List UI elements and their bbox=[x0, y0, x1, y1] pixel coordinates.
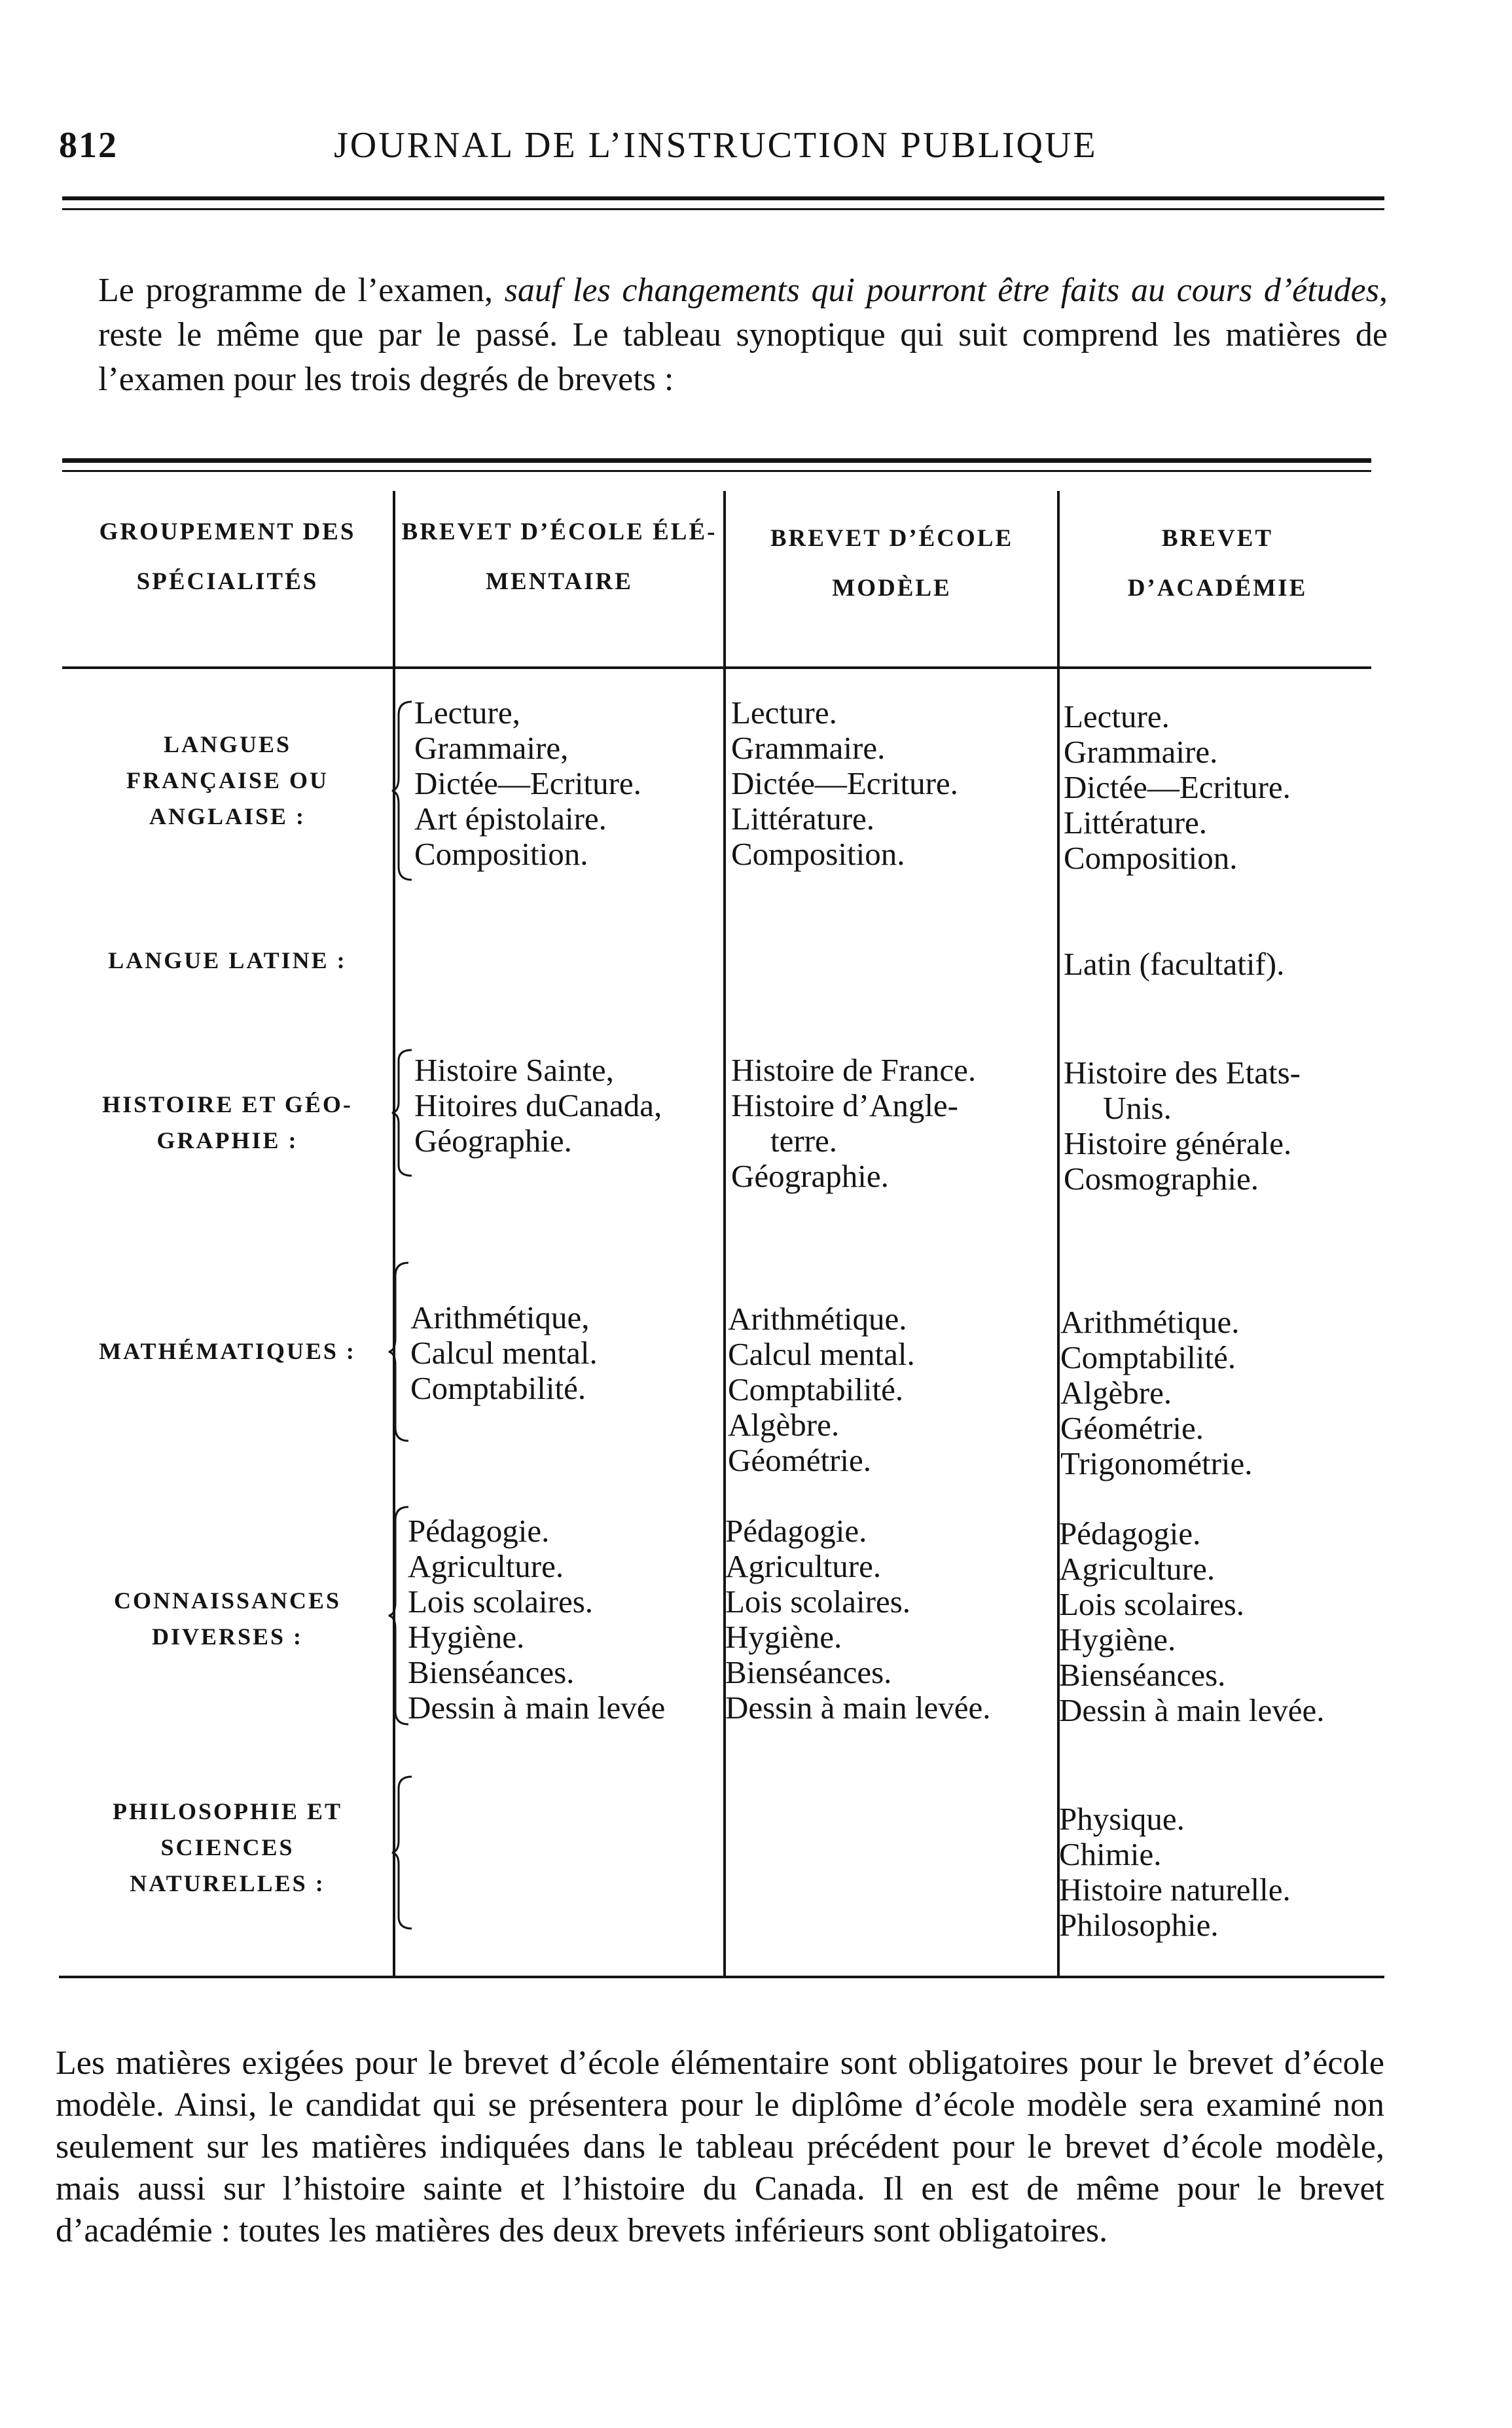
journal-title: JOURNAL DE L’INSTRUCTION PUBLIQUE bbox=[334, 125, 1098, 166]
header-groupement: GROUPEMENT DES SPÉCIALITÉS bbox=[99, 518, 356, 595]
header-brevet-modele: BREVET D’ÉCOLE MODÈLE bbox=[770, 525, 1014, 602]
intro-text-2: , reste le même que par le passé. Le tableau synoptique qui suit comprend les matières de l’examen pour les trois degrés de brevets : bbox=[98, 272, 1388, 398]
brace-philosophie bbox=[389, 1774, 416, 1931]
cell-math-elementaire: Arithmétique, Calcul mental. Comptabilité. bbox=[410, 1299, 598, 1406]
group-mathematiques: MATHÉMATIQUES : bbox=[99, 1338, 356, 1364]
header-brevet-elementaire: BREVET D’ÉCOLE ÉLÉ- MENTAIRE bbox=[401, 518, 717, 595]
column-divider-3 bbox=[1057, 491, 1060, 1977]
brace-histoire bbox=[389, 1047, 416, 1178]
cell-connaissances-modele: Pédagogie. Agriculture. Lois scolaires. Hygiène. Bienséances. Dessin à main levée. bbox=[725, 1513, 991, 1726]
header-rule-thick bbox=[62, 196, 1384, 200]
group-histoire-geographie: HISTOIRE ET GÉO- GRAPHIE : bbox=[102, 1091, 353, 1153]
group-philosophie-sciences: PHILOSOPHIE ET SCIENCES NATURELLES : bbox=[112, 1798, 343, 1896]
table-top-rule-thin bbox=[62, 470, 1371, 472]
intro-text-1: Le programme de l’examen, bbox=[98, 272, 505, 309]
cell-philosophie-academie: Physique. Chimie. Histoire naturelle. Philosophie. bbox=[1059, 1801, 1291, 1943]
cell-langues-elementaire: Lecture, Grammaire, Dictée—Ecriture. Art épistolaire. Composition. bbox=[414, 695, 641, 872]
table-top-rule-thick bbox=[62, 458, 1371, 463]
brace-mathematiques bbox=[386, 1260, 412, 1443]
intro-italic: sauf les changements qui pourront être faits au cours d’études bbox=[504, 272, 1379, 309]
column-divider-2 bbox=[723, 491, 726, 1977]
cell-math-modele: Arithmétique. Calcul mental. Comptabilité. Algèbre. Géométrie. bbox=[728, 1301, 915, 1478]
cell-connaissances-elementaire: Pédagogie. Agriculture. Lois scolaires. Hygiène. Bienséances. Dessin à main levée bbox=[408, 1513, 666, 1726]
cell-langues-modele: Lecture. Grammaire. Dictée—Ecriture. Littérature. Composition. bbox=[731, 695, 958, 872]
cell-langues-academie: Lecture. Grammaire. Dictée—Ecriture. Littérature. Composition. bbox=[1064, 698, 1291, 876]
group-langues: LANGUES FRANÇAISE OU ANGLAISE : bbox=[126, 731, 329, 829]
header-bottom-rule bbox=[62, 666, 1371, 669]
cell-connaissances-academie: Pédagogie. Agriculture. Lois scolaires. Hygiène. Bienséances. Dessin à main levée. bbox=[1059, 1515, 1325, 1728]
header-rule-thin bbox=[62, 208, 1384, 210]
brace-langues bbox=[389, 699, 416, 882]
cell-histoire-modele: Histoire de France. Histoire d’Angle- terre. Géographie. bbox=[731, 1052, 977, 1194]
page-number: 812 bbox=[59, 125, 118, 166]
cell-latin-academie: Latin (facultatif). bbox=[1064, 946, 1285, 982]
closing-paragraph: Les matières exigées pour le brevet d’école élémentaire sont obligatoires pour le brevet d’école modèle. Ainsi, le candidat qui se présentera pour le diplôme d’école modèle sera examiné non seulement sur les matières indiquées dans le tableau précédent pour le brevet d’école modèle, mais aussi sur l’histoire sainte et l’histoire du Canada. Il en est de même pour le brevet d’académie : toutes les matières des deux brevets inférieurs sont obligatoires. bbox=[56, 2044, 1384, 2249]
cell-math-academie: Arithmétique. Comptabilité. Algèbre. Géométrie. Trigonométrie. bbox=[1060, 1304, 1253, 1481]
cell-histoire-academie: Histoire des Etats- Unis. Histoire générale. Cosmographie. bbox=[1064, 1055, 1301, 1197]
synoptic-table bbox=[62, 458, 1384, 1984]
group-langue-latine: LANGUE LATINE : bbox=[108, 947, 347, 973]
cell-histoire-elementaire: Histoire Sainte, Hitoires duCanada, Géographie. bbox=[414, 1052, 662, 1159]
header-brevet-academie: BREVET D’ACADÉMIE bbox=[1127, 525, 1308, 602]
table-bottom-rule bbox=[59, 1976, 1384, 1978]
intro-paragraph bbox=[98, 268, 1388, 402]
group-connaissances-diverses: CONNAISSANCES DIVERSES : bbox=[113, 1587, 342, 1650]
running-header bbox=[59, 124, 1433, 177]
